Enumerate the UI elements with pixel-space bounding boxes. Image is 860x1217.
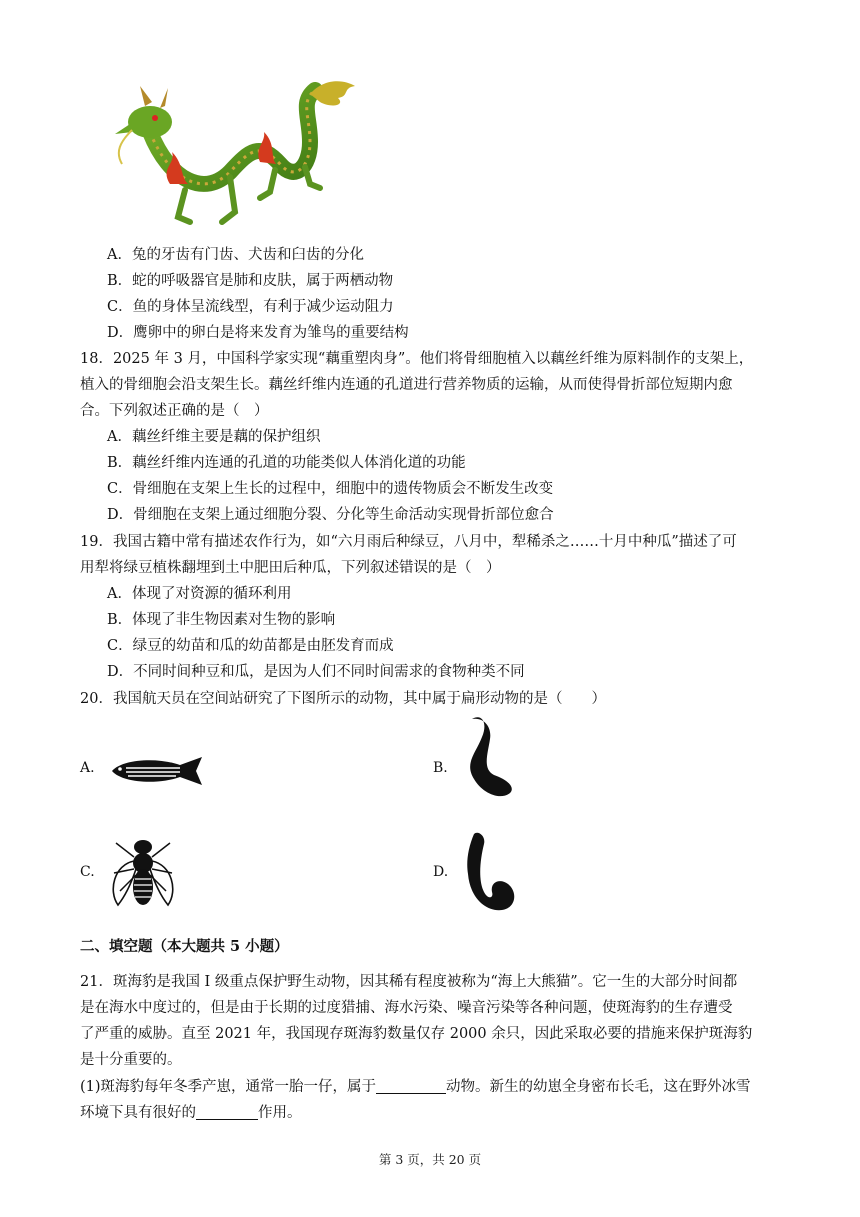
q20-label-b: B. [433, 760, 448, 776]
answer-blank-2[interactable] [196, 1103, 258, 1120]
q21-sub1-line-2 [80, 1103, 302, 1123]
q19-option-b: B．体现了非生物因素对生物的影响 [107, 612, 336, 628]
q20-stem: 20．我国航天员在空间站研究了下图所示的动物，其中属于扁形动物的是（ ） [80, 691, 606, 707]
q17-option-a: A．兔的牙齿有门齿、犬齿和臼齿的分化 [107, 247, 364, 263]
q21-sub1-text-c: 环境下具有很好的 [80, 1105, 196, 1121]
q20-label-c: C. [80, 864, 95, 880]
q21-stem-line-2: 是在海水中度过的，但是由于长期的过度猎捕、海水污染、噪音污染等各种问题，使斑海豹的生存遭受 [80, 1000, 733, 1016]
roundworm-icon [460, 830, 520, 916]
q21-sub1-text-b: 动物。新生的幼崽全身密布长毛，这在野外冰雪 [446, 1079, 751, 1095]
answer-blank-1[interactable] [376, 1077, 446, 1094]
q17-option-c: C．鱼的身体呈流线型，有利于减少运动阻力 [107, 299, 394, 315]
q21-stem-line-3: 了严重的威胁。直至 2021 年，我国现存斑海豹数量仅存 2000 余只，因此采取必要的措施来保护斑海豹 [80, 1026, 753, 1042]
fruit-fly-icon [108, 835, 178, 913]
q20-label-a: A. [80, 760, 95, 776]
planarian-icon [460, 713, 520, 805]
q18-option-d: D．骨细胞在支架上通过细胞分裂、分化等生命活动实现骨折部位愈合 [107, 507, 554, 523]
page-footer: 第 3 页，共 20 页 [378, 1152, 482, 1167]
q18-stem-line-2: 植入的骨细胞会沿支架生长。藕丝纤维内连通的孔道进行营养物质的运输，从而使得骨折部位短期内愈 [80, 377, 733, 393]
q17-option-d: D．鹰卵中的卵白是将来发育为雏鸟的重要结构 [107, 325, 409, 341]
q21-stem-line-4: 是十分重要的。 [80, 1052, 182, 1068]
q18-stem-line-1: 18．2025 年 3 月，中国科学家实现“藕重塑肉身”。他们将骨细胞植入以藕丝纤维为原料制作的支架上， [80, 351, 754, 367]
zebrafish-icon [108, 753, 208, 789]
q18-stem-line-3: 合。下列叙述正确的是（ ） [80, 403, 269, 419]
section-title-fill-in: 二、填空题（本大题共 5 小题） [80, 938, 289, 955]
q21-stem-line-1: 21．斑海豹是我国 Ⅰ 级重点保护野生动物，因其稀有程度被称为“海上大熊猫”。它一生的大部分时间都 [80, 974, 738, 990]
q19-stem-line-2: 用犁将绿豆植株翻埋到土中肥田后种瓜，下列叙述错误的是（ ） [80, 560, 501, 576]
q18-option-b: B．藕丝纤维内连通的孔道的功能类似人体消化道的功能 [107, 455, 466, 471]
q19-stem-line-1: 19．我国古籍中常有描述农作行为，如“六月雨后种绿豆，八月中，犁稀杀之……十月中种瓜”描述了可 [80, 534, 737, 550]
q20-label-d: D. [433, 864, 449, 880]
dragon-image [110, 72, 360, 232]
q19-option-c: C．绿豆的幼苗和瓜的幼苗都是由胚发育而成 [107, 638, 394, 654]
q21-sub1-text-a: (1)斑海豹每年冬季产崽，通常一胎一仔，属于 [80, 1079, 377, 1095]
q18-option-c: C．骨细胞在支架上生长的过程中，细胞中的遗传物质会不断发生改变 [107, 481, 554, 497]
q21-sub1-text-d: 作用。 [258, 1105, 302, 1121]
q19-option-d: D．不同时间种豆和瓜，是因为人们不同时间需求的食物种类不同 [107, 664, 525, 680]
q17-option-b: B．蛇的呼吸器官是肺和皮肤，属于两栖动物 [107, 273, 394, 289]
q18-option-a: A．藕丝纤维主要是藕的保护组织 [107, 429, 321, 445]
q19-option-a: A．体现了对资源的循环利用 [107, 586, 292, 602]
q21-sub1-line-1 [80, 1077, 751, 1097]
